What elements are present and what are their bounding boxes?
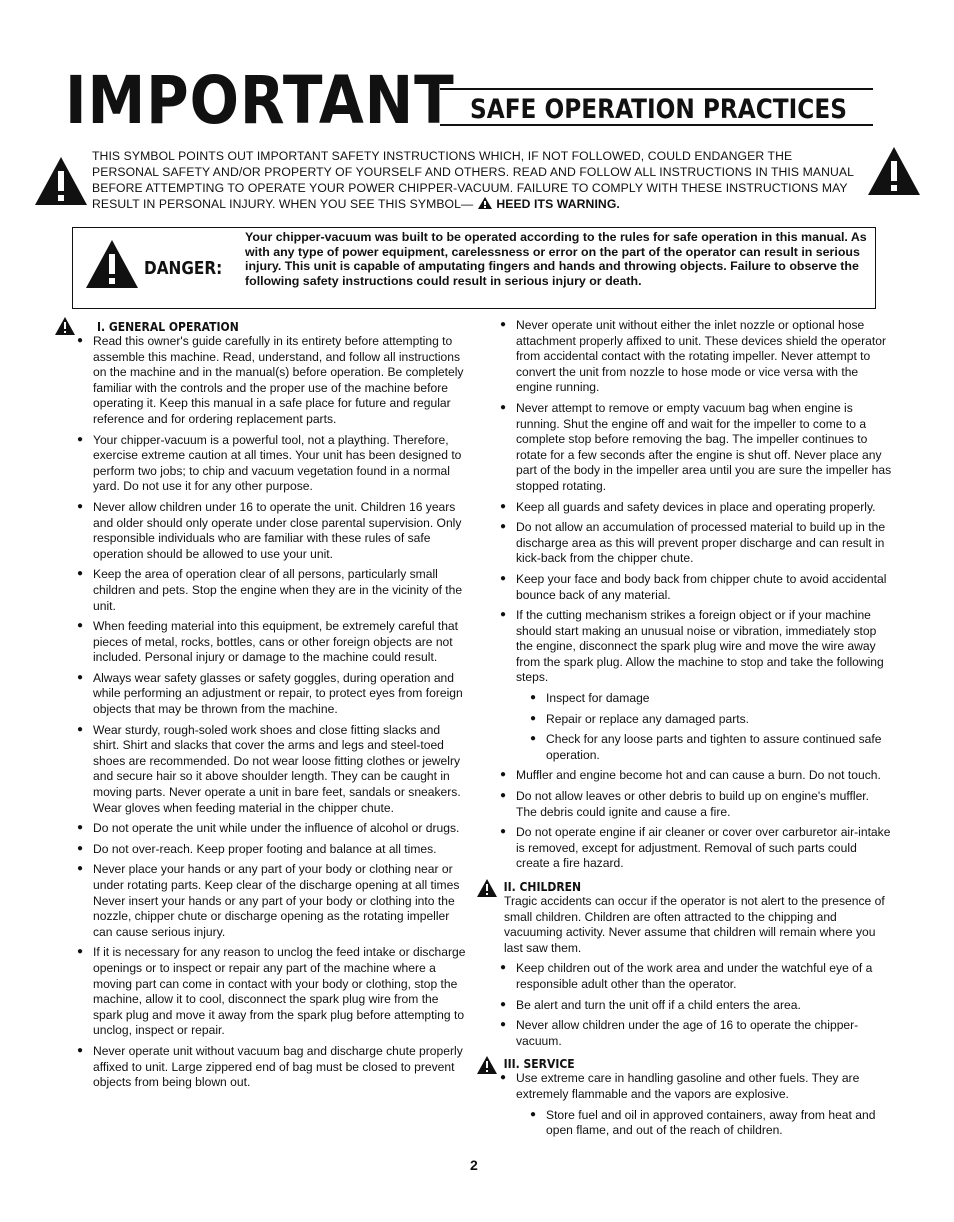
list-item: ● Read this owner's guide carefully in its entirety before attempting to assemble this machine. Read, understand, and follow all instructions on the machine and in the manual(s) before operation. Be completely familiar with the controls and the proper use of the machine before operating it. Keep this manual in a safe place for future and regular reference and for ordering replacement parts.	[77, 334, 469, 428]
warning-triangle-icon	[54, 316, 76, 336]
important-heading: IMPORTANT	[65, 62, 455, 139]
list-item: ● Keep the area of operation clear of all persons, particularly small children and pets. Stop the engine when they are in the vicinity of the unit.	[77, 567, 469, 614]
list-item: ● Never attempt to remove or empty vacuum bag when engine is running. Shut the engine off and wait for the impeller to come to a complete stop before removing the bag. The impeller continues to rotate for a few seconds after the engine is shut off. Never place any part of the body in the impeller area until you are sure the impeller has stopped rotating.	[500, 401, 892, 495]
warning-triangle-icon	[476, 1055, 498, 1075]
sub-list-item: ● Repair or replace any damaged parts.	[530, 712, 892, 728]
header-rule-bottom	[440, 124, 873, 126]
page-title: SAFE OPERATION PRACTICES	[470, 94, 847, 125]
sub-list-item: ● Store fuel and oil in approved containers, away from heat and open flame, and out of the reach of children.	[530, 1108, 892, 1139]
page-number: 2	[470, 1157, 478, 1173]
list-item: ● Do not operate the unit while under the influence of alcohol or drugs.	[77, 821, 469, 837]
list-item: ● Never operate unit without either the inlet nozzle or optional hose attachment properly affixed to unit. These devices shield the operator from accidental contact with the rotating impeller. Never attempt to convert the unit from nozzle to hose mode or vice versa with the engine running.	[500, 318, 892, 396]
section-heading-children: II. CHILDREN	[503, 880, 582, 894]
list-item: ● Keep all guards and safety devices in place and operating properly.	[500, 500, 892, 516]
intro-paragraph	[92, 148, 862, 212]
list-item: ● Do not over-reach. Keep proper footing and balance at all times.	[77, 842, 469, 858]
list-item: ● Keep your face and body back from chipper chute to avoid accidental bounce back of any material.	[500, 572, 892, 603]
list-item: ● Keep children out of the work area and under the watchful eye of a responsible adult other than the operator.	[500, 961, 892, 992]
list-item: ● Never place your hands or any part of your body or clothing near or under rotating parts. Keep clear of the discharge opening at all times Never insert your hands or any part of your body or clothing into the nozzle, chipper chute or discharge opening as the rotating impeller can cause serious injury.	[77, 862, 469, 940]
left-column	[77, 320, 469, 1096]
list-item: ● When feeding material into this equipment, be extremely careful that pieces of metal, rocks, bottles, cans or other foreign objects are not included. Personal injury or damage to the machine could result.	[77, 619, 469, 666]
sub-list-item: ● Check for any loose parts and tighten to assure continued safe operation.	[530, 732, 892, 763]
sub-list-item: ● Inspect for damage	[530, 691, 892, 707]
list-item: ● Wear sturdy, rough-soled work shoes and close fitting slacks and shirt. Shirt and slacks that cover the arms and legs and steel-toed shoes are recommended. Do not wear loose fitting clothes or jewelry and secure hair so it above shoulder length. They can be caught in moving parts. Never operate a unit in bare feet, sandals or sneakers. Wear gloves when feeding material in the chipper chute.	[77, 723, 469, 817]
list-item: ● Never allow children under the age of 16 to operate the chipper-vacuum.	[500, 1018, 892, 1049]
list-item: ● Be alert and turn the unit off if a child enters the area.	[500, 998, 892, 1014]
section-heading-service: III. SERVICE	[503, 1057, 575, 1072]
danger-text: Your chipper-vacuum was built to be operated according to the rules for safe operation in this manual. As with any type of power equipment, carelessness or error on the part of the operator can result in serious injury. This unit is capable of amputating fingers and hands and throwing objects. Failure to observe the following safety instructions could result in serious injury or death.	[245, 230, 867, 288]
list-item: ● Muffler and engine become hot and can cause a burn. Do not touch.	[500, 768, 892, 784]
danger-label: DANGER:	[144, 258, 223, 279]
list-item: ● Your chipper-vacuum is a powerful tool, not a plaything. Therefore, exercise extreme caution at all times. Your unit has been designed to perform two jobs; to chip and vacuum vegetation found in a normal yard. Do not use it for any other purpose.	[77, 433, 469, 495]
warning-triangle-icon	[476, 878, 498, 898]
children-intro: Tragic accidents can occur if the operator is not alert to the presence of small children. Children are often attracted to the chipping and vacuuming activity. Never assume that children will remain where you last saw them.	[504, 894, 885, 955]
list-item: ● If it is necessary for any reason to unclog the feed intake or discharge openings or to inspect or repair any part of the machine where a moving part can come in contact with your body or clothing, stop the machine, allow it to cool, disconnect the spark plug wire from the spark plug and move it away from the spark plug before attempting to unclog, inspect or repair.	[77, 945, 469, 1039]
right-column	[500, 318, 892, 1144]
list-item: ● Always wear safety glasses or safety goggles, during operation and while performing an adjustment or repair, to protect eyes from foreign objects that may be thrown from the machine.	[77, 671, 469, 718]
heed-warning: HEED ITS WARNING.	[496, 197, 620, 211]
list-item: ● If the cutting mechanism strikes a foreign object or if your machine should start making an unusual noise or vibration, immediately stop the engine, disconnect the spark plug wire and move the wire away from the spark plug. Allow the machine to stop and take the following steps.	[500, 608, 892, 686]
list-item: ● Do not allow an accumulation of processed material to build up in the discharge area as this will prevent proper discharge and can result in kick-back from the chipper chute.	[500, 520, 892, 567]
list-item: ● Never allow children under 16 to operate the unit. Children 16 years and older should only operate under close parental supervision. Only responsible individuals who are familiar with these rules of safe operation should be allowed to use your unit.	[77, 500, 469, 562]
warning-triangle-icon	[84, 238, 140, 290]
list-item: ● Do not operate engine if air cleaner or cover over carburetor air-intake is removed, except for adjustment. Removal of such parts could create a fire hazard.	[500, 825, 892, 872]
warning-triangle-icon	[866, 145, 922, 197]
warning-triangle-icon	[33, 155, 89, 207]
list-item: ● Do not allow leaves or other debris to build up on engine's muffler. The debris could ignite and cause a fire.	[500, 789, 892, 820]
list-item: ● Use extreme care in handling gasoline and other fuels. They are extremely flammable and the vapors are explosive.	[500, 1071, 892, 1102]
list-item: ● Never operate unit without vacuum bag and discharge chute properly affixed to unit. Large zippered end of bag must be closed to prevent objects from being blown out.	[77, 1044, 469, 1091]
section-heading-general: I. GENERAL OPERATION	[97, 320, 239, 334]
header-rule-top	[440, 88, 873, 90]
intro-text: THIS SYMBOL POINTS OUT IMPORTANT SAFETY INSTRUCTIONS WHICH, IF NOT FOLLOWED, COULD ENDANGER THE PERSONAL SAFETY AND/OR PROPERTY OF YOURSELF AND OTHERS. READ AND FOLLOW ALL INSTRUCTIONS IN THIS MANUAL BEFORE ATTEMPTING TO OPERATE YOUR POWER CHIPPER-VACUUM. FAILURE TO COMPLY WITH THESE INSTRUCTIONS MAY RESULT IN PERSONAL INJURY. WHEN YOU SEE THIS SYMBOL—	[92, 149, 854, 211]
warning-triangle-icon	[477, 196, 493, 210]
